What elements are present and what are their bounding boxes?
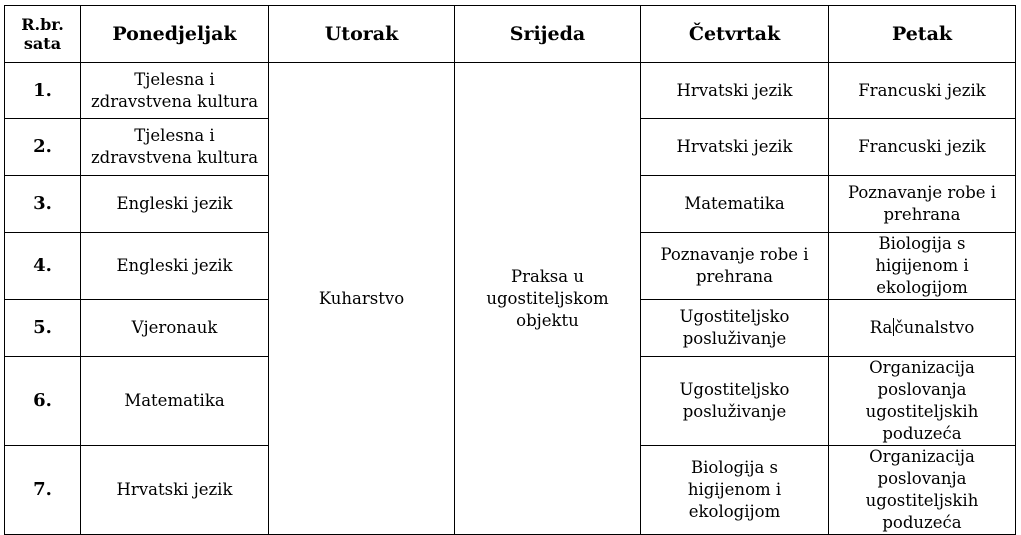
thursday-text: Ugostiteljsko posluživanje: [679, 380, 790, 421]
header-friday: Petak: [829, 6, 1016, 63]
thursday-cell: Biologija s higijenom i ekologijom: [641, 446, 829, 535]
thursday-text: Ugostiteljsko posluživanje: [679, 307, 790, 348]
friday-text: Organizacija poslovanja ugostiteljskih poduzeća: [865, 447, 979, 532]
period-number: 5.: [5, 300, 81, 357]
thursday-cell: Hrvatski jezik: [641, 63, 829, 119]
friday-text: Poznavanje robe i prehrana: [847, 183, 997, 224]
friday-text-b: čunalstvo: [894, 318, 975, 337]
monday-cell-line2: zdravstvena kultura: [90, 148, 259, 167]
header-wednesday: Srijeda: [455, 6, 641, 63]
monday-cell: Hrvatski jezik: [81, 446, 269, 535]
monday-cell: Tjelesna i zdravstvena kultura: [81, 63, 269, 119]
friday-cell: Biologija s higijenom i ekologijom: [829, 233, 1016, 300]
header-monday: Ponedjeljak: [81, 6, 269, 63]
thursday-cell: [641, 233, 829, 300]
period-number: 3.: [5, 176, 81, 233]
thursday-cell: [641, 357, 829, 446]
monday-cell: Engleski jezik: [81, 233, 269, 300]
friday-cell: [829, 446, 1016, 535]
monday-cell: Matematika: [81, 357, 269, 446]
thursday-cell: Hrvatski jezik: [641, 119, 829, 176]
wednesday-cell: [455, 63, 641, 535]
thursday-cell: Matematika: [641, 176, 829, 233]
period-number: 6.: [5, 357, 81, 446]
wednesday-text: Praksa u ugostiteljskom objektu: [486, 266, 609, 330]
table-row: [5, 63, 1016, 119]
monday-cell: Tjelesna i zdravstvena kultura: [81, 119, 269, 176]
thursday-cell: [641, 300, 829, 357]
friday-cell: Francuski jezik: [829, 63, 1016, 119]
friday-cell: [829, 176, 1016, 233]
header-rbr: R.br. sata: [5, 6, 81, 63]
friday-text: Organizacija poslovanja ugostiteljskih poduzeća: [865, 358, 979, 443]
monday-cell: Vjeronauk: [81, 300, 269, 357]
period-number: 1.: [5, 63, 81, 119]
friday-cell: [829, 357, 1016, 446]
header-row: [5, 6, 1016, 63]
thursday-text: Poznavanje robe i prehrana: [660, 245, 809, 286]
header-thursday: Četvrtak: [641, 6, 829, 63]
header-tuesday: Utorak: [269, 6, 455, 63]
friday-cell: [829, 300, 1016, 357]
monday-cell-line2: zdravstvena kultura: [90, 91, 259, 111]
timetable: [4, 5, 1016, 535]
tuesday-cell: Kuharstvo: [269, 63, 455, 535]
period-number: 7.: [5, 446, 81, 535]
friday-cell: Francuski jezik: [829, 119, 1016, 176]
friday-text-a: Ra: [869, 318, 893, 337]
monday-cell: Engleski jezik: [81, 176, 269, 233]
period-number: 2.: [5, 119, 81, 176]
period-number: 4.: [5, 233, 81, 300]
